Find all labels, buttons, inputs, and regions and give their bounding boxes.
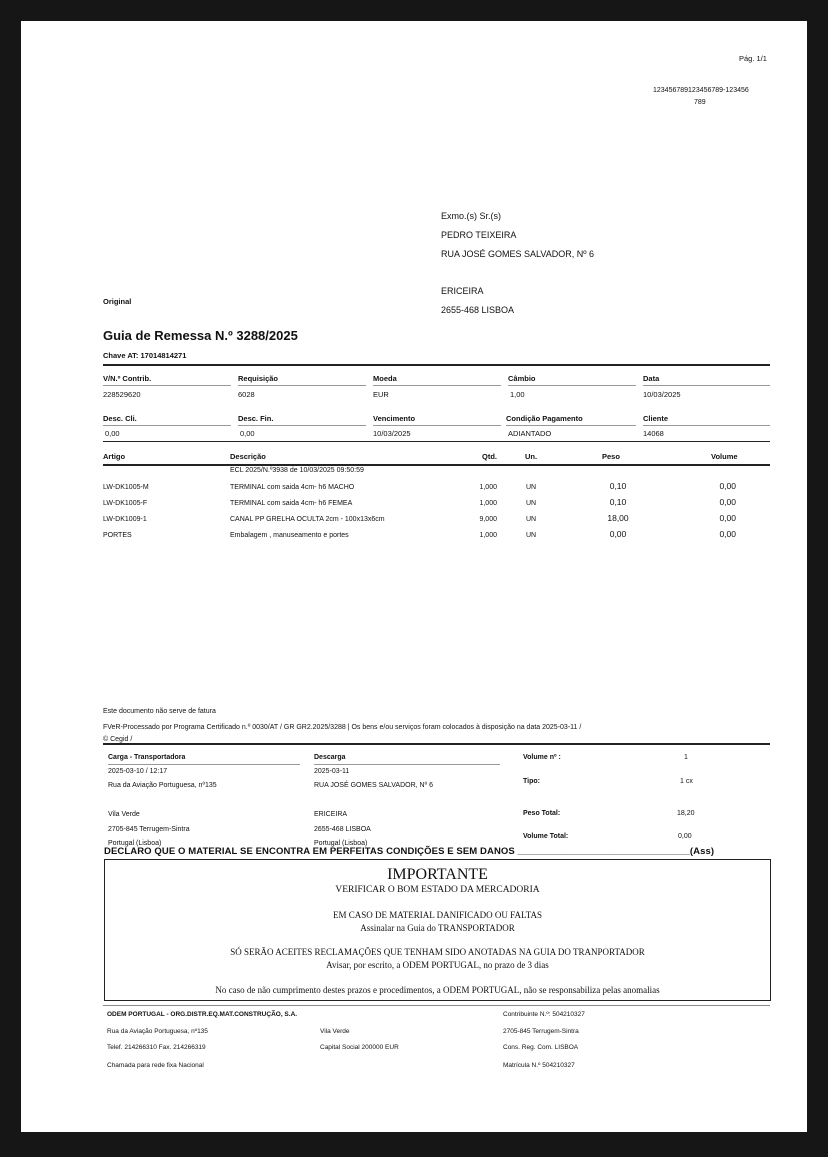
carga-label: Carga - Transportadora — [108, 754, 186, 761]
recipient-postal: 2655-468 LISBOA — [441, 305, 515, 315]
notes-divider — [103, 743, 770, 745]
doc-code-line1: 123456789123456789-123456 — [653, 87, 749, 94]
document-page — [21, 21, 807, 1132]
info1-value-moeda: EUR — [373, 390, 389, 399]
footer-capital: Capital Social 200000 EUR — [320, 1044, 399, 1051]
item-qtd: 1,000 — [479, 532, 497, 539]
descarga-underline — [314, 764, 500, 765]
important-line-claims: SÓ SERÃO ACEITES RECLAMAÇÕES QUE TENHAM SIDO ANOTADAS NA GUIA DO TRANPORTADOR — [230, 947, 645, 957]
volume-no-label: Volume nº : — [523, 754, 561, 761]
info2-underline-3 — [373, 425, 501, 426]
peso-total-label: Peso Total: — [523, 810, 561, 817]
recipient-address: RUA JOSÉ GOMES SALVADOR, Nº 6 — [441, 249, 594, 259]
info1-underline-2 — [238, 385, 366, 386]
info1-header-cambio: Câmbio — [508, 374, 536, 383]
volume-total-label: Volume Total: — [523, 833, 569, 840]
info1-underline-5 — [643, 385, 770, 386]
info2-underline-2 — [238, 425, 366, 426]
item-qtd: 1,000 — [479, 484, 497, 491]
item-volume: 0,00 — [719, 481, 736, 491]
descarga-address: RUA JOSÉ GOMES SALVADOR, Nº 6 — [314, 782, 433, 789]
important-line-notify: Avisar, por escrito, a ODEM PORTUGAL, no prazo de 3 dias — [326, 960, 549, 970]
recipient-name: PEDRO TEIXEIRA — [441, 230, 517, 240]
tipo-value: 1 cx — [680, 778, 693, 785]
items-header-un: Un. — [525, 452, 538, 461]
footer-company: ODEM PORTUGAL - ORG.DISTR.EQ.MAT.CONSTRUÇÃO, S.A. — [107, 1011, 298, 1018]
footer-divider — [103, 1005, 770, 1006]
recipient-city: ERICEIRA — [441, 286, 484, 296]
item-qtd: 9,000 — [479, 516, 497, 523]
descarga-locality: ERICEIRA — [314, 811, 348, 818]
carga-address: Rua da Aviação Portuguesa, nº135 — [108, 782, 217, 789]
info1-underline-1 — [103, 385, 231, 386]
declaration-text: DECLARO QUE O MATERIAL SE ENCONTRA EM PERFEITAS CONDIÇÕES E SEM DANOS ________________________________(Ass) — [104, 846, 715, 857]
footer-address: Rua da Aviação Portuguesa, nº135 — [107, 1028, 208, 1035]
footer-registry: Cons. Reg. Com. LISBOA — [503, 1044, 579, 1051]
tipo-label: Tipo: — [523, 778, 540, 785]
important-line-verify: VERIFICAR O BOM ESTADO DA MERCADORIA — [335, 885, 540, 895]
descarga-date: 2025-03-11 — [314, 768, 350, 775]
info2-header-cliente: Cliente — [643, 414, 669, 423]
info-bottom-line — [103, 441, 770, 442]
descarga-country: Portugal (Lisboa) — [314, 840, 368, 847]
item-un: UN — [526, 484, 537, 491]
items-header-descricao: Descrição — [230, 452, 266, 461]
item-artigo: PORTES — [103, 532, 132, 539]
items-header-line — [103, 464, 770, 466]
items-header-artigo: Artigo — [103, 452, 126, 461]
item-artigo: LW-DK1009-1 — [103, 516, 147, 523]
info1-header-contrib: V/N.º Contrib. — [103, 374, 152, 383]
info2-value-cliente: 14068 — [643, 429, 664, 438]
footer-contribuinte: Contribuinte N.º: 504210327 — [503, 1011, 585, 1018]
item-volume: 0,00 — [719, 497, 736, 507]
info1-underline-3 — [373, 385, 501, 386]
note-not-invoice: Este documento não serve de fatura — [103, 708, 216, 715]
peso-total-value: 18,20 — [677, 810, 695, 817]
page-number: Pág. 1/1 — [739, 54, 767, 63]
carga-locality: Vila Verde — [108, 811, 140, 818]
item-descricao: TERMINAL com saida 4cm- h6 FEMEA — [230, 500, 353, 507]
info1-value-cambio: 1,00 — [510, 390, 525, 399]
important-line-mark: Assinalar na Guia do TRANSPORTADOR — [360, 923, 515, 933]
title-divider — [103, 364, 770, 366]
carga-datetime: 2025-03-10 / 12:17 — [108, 768, 168, 775]
important-line-liability: No caso de não cumprimento destes prazos e procedimentos, a ODEM PORTUGAL, não se responsabiliza pelas anomalias — [215, 985, 660, 995]
carga-underline — [108, 764, 300, 765]
item-peso: 18,00 — [607, 513, 629, 523]
descarga-label: Descarga — [314, 754, 346, 761]
info2-underline-1 — [103, 425, 231, 426]
info2-value-desc-fin: 0,00 — [240, 429, 255, 438]
item-descricao: Embalagem , manuseamento e portes — [230, 532, 349, 539]
item-un: UN — [526, 500, 537, 507]
info1-underline-4 — [508, 385, 636, 386]
items-header-peso: Peso — [602, 452, 620, 461]
important-line-damage: EM CASO DE MATERIAL DANIFICADO OU FALTAS — [333, 910, 542, 920]
info1-header-moeda: Moeda — [373, 374, 397, 383]
footer-matricula: Matrícula N.º 504210327 — [503, 1062, 575, 1069]
info2-value-vencimento: 10/03/2025 — [373, 429, 411, 438]
info1-value-data: 10/03/2025 — [643, 390, 681, 399]
volume-no-value: 1 — [684, 754, 688, 761]
recipient-greeting: Exmo.(s) Sr.(s) — [441, 211, 501, 221]
item-un: UN — [526, 516, 537, 523]
item-artigo: LW-DK1005-M — [103, 484, 149, 491]
info1-header-data: Data — [643, 374, 660, 383]
item-volume: 0,00 — [719, 529, 736, 539]
items-ref-line: ECL 2025/N.º3938 de 10/03/2025 09:50:59 — [230, 467, 364, 474]
item-artigo: LW-DK1005-F — [103, 500, 148, 507]
info1-value-contrib: 228529620 — [103, 390, 141, 399]
info2-header-vencimento: Vencimento — [373, 414, 416, 423]
footer-postal: 2705-845 Terrugem-Sintra — [503, 1028, 579, 1035]
item-volume: 0,00 — [719, 513, 736, 523]
info2-header-desc-fin: Desc. Fin. — [238, 414, 274, 423]
carga-postal: 2705-845 Terrugem-Sintra — [108, 826, 190, 833]
footer-phone: Telef. 214266310 Fax. 214266319 — [107, 1044, 206, 1051]
original-label: Original — [103, 297, 132, 306]
important-title: IMPORTANTE — [387, 866, 488, 883]
doc-code-line2: 789 — [694, 99, 706, 106]
item-peso: 0,10 — [609, 497, 627, 507]
note-cegid: © Cegid / — [103, 736, 133, 743]
info2-underline-4 — [506, 425, 636, 426]
item-un: UN — [526, 532, 537, 539]
descarga-postal: 2655-468 LISBOA — [314, 826, 371, 833]
items-header-qtd: Qtd. — [482, 452, 497, 461]
document-title: Guia de Remessa N.º 3288/2025 — [103, 328, 298, 343]
info1-value-requisicao: 6028 — [238, 390, 255, 399]
info2-header-condicao: Condição Pagamento — [506, 414, 583, 423]
info1-header-requisicao: Requisição — [238, 374, 279, 383]
volume-total-value: 0,00 — [678, 833, 692, 840]
item-peso: 0,10 — [609, 481, 627, 491]
info2-header-desc-cli: Desc. Cli. — [103, 414, 137, 423]
chave-at: Chave AT: 17014814271 — [103, 351, 187, 360]
info2-value-desc-cli: 0,00 — [105, 429, 120, 438]
info2-value-condicao: ADIANTADO — [508, 429, 552, 438]
item-descricao: TERMINAL com saida 4cm- h6 MACHO — [230, 484, 355, 491]
item-peso: 0,00 — [609, 529, 627, 539]
important-box — [104, 859, 771, 1001]
carga-country: Portugal (Lisboa) — [108, 840, 162, 847]
footer-call-note: Chamada para rede fixa Nacional — [107, 1062, 204, 1069]
item-descricao: CANAL PP GRELHA OCULTA 2cm - 100x13x6cm — [230, 516, 385, 523]
footer-locality: Vila Verde — [320, 1028, 350, 1035]
info2-underline-5 — [643, 425, 770, 426]
note-certification: FVeR-Processado por Programa Certificado n.º 0030/AT / GR GR2.2025/3288 | Os bens e/ou serviços foram colocados à disposição na data 2025-03-11 / — [103, 724, 582, 731]
item-qtd: 1,000 — [479, 500, 497, 507]
items-header-volume: Volume — [711, 452, 738, 461]
